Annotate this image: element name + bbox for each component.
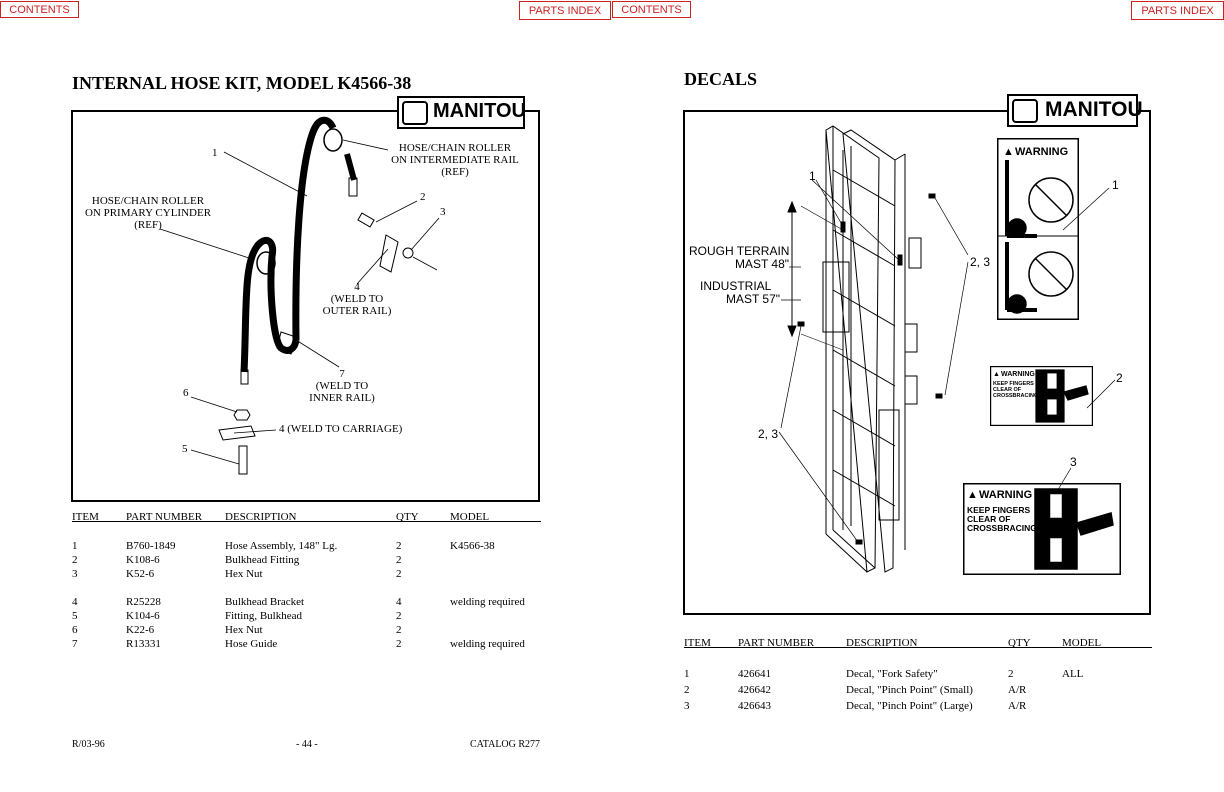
cell-item: 3 (72, 568, 78, 580)
decal-text-line: KEEP FINGERS (993, 381, 1034, 387)
cell-qty: 2 (396, 624, 402, 636)
cell-part-number: R25228 (126, 596, 161, 608)
table-row (72, 568, 540, 582)
svg-text:▲: ▲ (1003, 146, 1014, 158)
label-roller-intermediate (390, 142, 520, 178)
parts-index-button-right[interactable]: PARTS INDEX (1131, 1, 1224, 20)
svg-text:▲: ▲ (967, 489, 978, 501)
cell-item: 6 (72, 624, 78, 636)
cell-part-number: K104-6 (126, 610, 160, 622)
callout-5: 5 (182, 443, 188, 455)
cell-model (1062, 700, 1152, 716)
decal-pinch-point-large (963, 483, 1121, 575)
footer-revision: R/03-96 (72, 739, 105, 750)
col-model: MODEL (1062, 636, 1102, 649)
cell-qty: 2 (396, 540, 402, 552)
label-line: MAST 57" (725, 292, 780, 306)
cell-description: Hose Guide (225, 638, 278, 650)
cell-item: 3 (684, 700, 690, 712)
table-row (72, 624, 540, 638)
page-title-hose-kit: INTERNAL HOSE KIT, MODEL K4566-38 (72, 73, 412, 93)
cell-description: Decal, "Pinch Point" (Small) (846, 684, 973, 696)
cell-part-number: K22-6 (126, 624, 155, 636)
cell-qty: 2 (396, 638, 402, 650)
parts-index-button-left[interactable]: PARTS INDEX (519, 1, 611, 20)
cell-qty: 2 (1008, 668, 1014, 680)
cell-description: Fitting, Bulkhead (225, 610, 302, 622)
cell-qty: A/R (1008, 700, 1027, 712)
callout-1-right: 1 (1112, 178, 1119, 192)
cell-description: Bulkhead Fitting (225, 554, 300, 566)
label-line: ROUGH TERRAIN (689, 244, 790, 258)
label-line: INDUSTRIAL (700, 279, 772, 293)
label-weld-inner-rail (303, 368, 381, 404)
label-rough-terrain-mast (689, 245, 789, 271)
label-weld-outer-rail (318, 281, 396, 317)
label-line: ON INTERMEDIATE RAIL (391, 154, 519, 166)
callout-6: 6 (183, 387, 189, 399)
label-weld-carriage: 4 (WELD TO CARRIAGE) (279, 423, 403, 435)
cell-item: 7 (72, 638, 78, 650)
label-line: (REF) (441, 166, 469, 178)
cell-model: welding required (450, 638, 525, 650)
cell-part-number: K108-6 (126, 554, 160, 566)
cell-item: 1 (684, 668, 690, 680)
decal-text-line: CROSSBRACING (993, 393, 1039, 399)
table-row (684, 668, 1152, 684)
label-line: HOSE/CHAIN ROLLER (91, 195, 205, 207)
cell-qty: 2 (396, 610, 402, 622)
callout-1: 1 (212, 147, 218, 159)
decal-warning-word: WARNING (1015, 146, 1069, 158)
decal-warning-word: WARNING (1001, 371, 1035, 378)
cell-part-number: 426641 (738, 668, 771, 680)
cell-model (450, 624, 540, 638)
contents-button-right[interactable]: CONTENTS (612, 1, 691, 18)
label-line: HOSE/CHAIN ROLLER (398, 142, 512, 154)
table-row (72, 554, 540, 568)
cell-description: Decal, "Pinch Point" (Large) (846, 700, 973, 712)
label-line: MAST 48" (734, 257, 789, 271)
cell-part-number: B760-1849 (126, 540, 176, 552)
table-row (72, 596, 540, 610)
label-line: (REF) (134, 219, 162, 231)
callout-2-3-bottom: 2, 3 (758, 427, 779, 441)
page-title-decals: DECALS (684, 69, 758, 89)
cell-qty: 4 (396, 596, 402, 608)
cell-part-number: R13331 (126, 638, 161, 650)
cell-part-number: K52-6 (126, 568, 155, 580)
cell-model (450, 610, 540, 624)
col-item: ITEM (72, 510, 99, 523)
label-line: INNER RAIL) (309, 392, 375, 404)
cell-description: Hex Nut (225, 568, 263, 580)
table-header-row (684, 636, 1152, 649)
cell-description: Hex Nut (225, 624, 263, 636)
cell-qty: 2 (396, 554, 402, 566)
cell-item: 5 (72, 610, 78, 622)
label-roller-primary (82, 195, 214, 231)
cell-model (1062, 684, 1152, 700)
decal-fork-safety (997, 138, 1079, 320)
callout-2-3-top: 2, 3 (970, 255, 991, 269)
table-row (72, 638, 540, 652)
table-row (684, 684, 1152, 700)
callout-2: 2 (420, 191, 426, 203)
cell-part-number: 426642 (738, 684, 771, 696)
cell-qty: 2 (396, 568, 402, 580)
cell-model: ALL (1062, 668, 1084, 680)
label-line: ON PRIMARY CYLINDER (84, 207, 212, 219)
logo-wordmark: MANITOU (1045, 98, 1143, 121)
logo-wordmark: MANITOU (433, 100, 526, 122)
cell-item: 2 (72, 554, 78, 566)
col-item: ITEM (684, 636, 711, 649)
decal-text-line: CLEAR OF (967, 514, 1011, 524)
footer-catalog: CATALOG R277 (470, 739, 541, 750)
cell-model: welding required (450, 596, 525, 608)
table-header-row (72, 510, 540, 523)
cell-item: 2 (684, 684, 690, 696)
col-qty: QTY (1008, 636, 1031, 649)
parts-table-decals (684, 636, 1152, 716)
cell-qty: A/R (1008, 684, 1027, 696)
label-line: (WELD TO (330, 293, 384, 305)
col-part-number: PART NUMBER (126, 510, 203, 523)
callout-3: 3 (440, 206, 446, 218)
table-row (72, 610, 540, 624)
cell-item: 4 (72, 596, 78, 608)
decal-text-line: CLEAR OF (993, 387, 1022, 393)
col-part-number: PART NUMBER (738, 636, 815, 649)
cell-model (450, 568, 540, 582)
callout-3: 3 (1070, 455, 1077, 469)
col-description: DESCRIPTION (846, 636, 918, 649)
label-line: 4 (354, 281, 360, 293)
callout-2: 2 (1116, 371, 1123, 385)
decal-text-line: KEEP FINGERS (967, 505, 1031, 515)
col-qty: QTY (396, 510, 419, 523)
cell-item: 1 (72, 540, 78, 552)
decal-warning-word: WARNING (979, 489, 1033, 501)
callout-1-left: 1 (809, 169, 816, 183)
cell-description: Hose Assembly, 148" Lg. (225, 540, 338, 552)
svg-text:▲: ▲ (993, 371, 1000, 378)
label-industrial-mast (700, 280, 780, 306)
table-row (72, 540, 540, 554)
col-model: MODEL (450, 510, 490, 523)
label-line: 7 (339, 368, 345, 380)
cell-description: Bulkhead Bracket (225, 596, 305, 608)
cell-model (450, 554, 540, 568)
table-row (684, 700, 1152, 716)
cell-description: Decal, "Fork Safety" (846, 668, 938, 680)
cell-model: K4566-38 (450, 540, 495, 552)
decal-text-line: CROSSBRACING (967, 523, 1037, 533)
decal-pinch-point-small (990, 366, 1093, 426)
contents-button-left[interactable]: CONTENTS (0, 1, 79, 18)
footer-page-number: - 44 - (296, 739, 318, 750)
parts-table-hose-kit (72, 510, 540, 652)
label-line: (WELD TO (315, 380, 369, 392)
cell-part-number: 426643 (738, 700, 771, 712)
label-line: OUTER RAIL) (322, 305, 392, 317)
col-description: DESCRIPTION (225, 510, 297, 523)
